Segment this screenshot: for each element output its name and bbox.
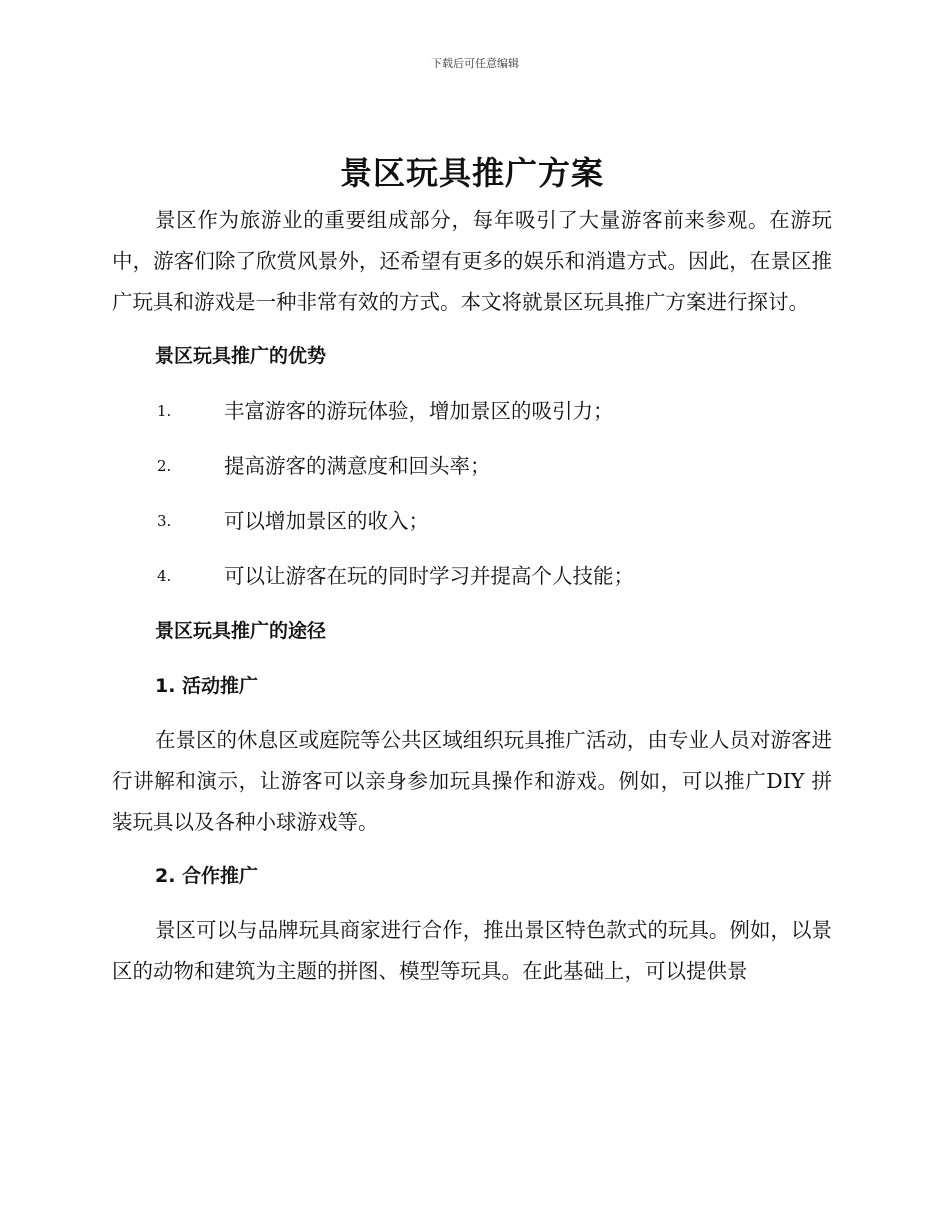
list-item-text: 提高游客的满意度和回头率； (224, 454, 491, 478)
document-title: 景区玩具推广方案 (339, 154, 604, 192)
activity-paragraph: 在景区的休息区或庭院等公共区域组织玩具推广活动，由专业人员对游客进行讲解和演示，让游客可以亲身参加玩具操作和游戏。例如，可以推广DIY 拼装玩具以及各种小球游戏等。 (112, 728, 832, 834)
list-item (112, 549, 832, 604)
subsection-heading-cooperation: 2. 合作推广 (155, 865, 259, 887)
list-item-text: 可以让游客在玩的同时学习并提高个人技能； (224, 564, 634, 588)
list-item (112, 494, 832, 549)
list-item-number: 4. (157, 567, 172, 585)
section-heading-channels: 景区玩具推广的途径 (155, 620, 327, 642)
list-item-number: 3. (157, 512, 172, 530)
intro-paragraph: 景区作为旅游业的重要组成部分，每年吸引了大量游客前来参观。在游玩中，游客们除了欣赏风景外，还希望有更多的娱乐和消遣方式。因此，在景区推广玩具和游戏是一种非常有效的方式。本文将就景区玩具推广方案进行探讨。 (112, 208, 832, 314)
list-item-text: 可以增加景区的收入； (224, 509, 429, 533)
cooperation-paragraph: 景区可以与品牌玩具商家进行合作，推出景区特色款式的玩具。例如，以景区的动物和建筑为主题的拼图、模型等玩具。在此基础上，可以提供景 (112, 918, 832, 983)
document-body (112, 148, 832, 992)
list-item (112, 439, 832, 494)
header-note: 下载后可任意编辑 (431, 57, 519, 70)
list-item-number: 2. (157, 457, 172, 475)
list-item (112, 384, 832, 439)
section-heading-advantages: 景区玩具推广的优势 (155, 345, 327, 367)
list-item-text: 丰富游客的游玩体验，增加景区的吸引力； (224, 399, 614, 423)
list-item-number: 1. (157, 402, 172, 420)
advantages-list (112, 384, 832, 604)
subsection-heading-activity: 1. 活动推广 (155, 675, 259, 697)
